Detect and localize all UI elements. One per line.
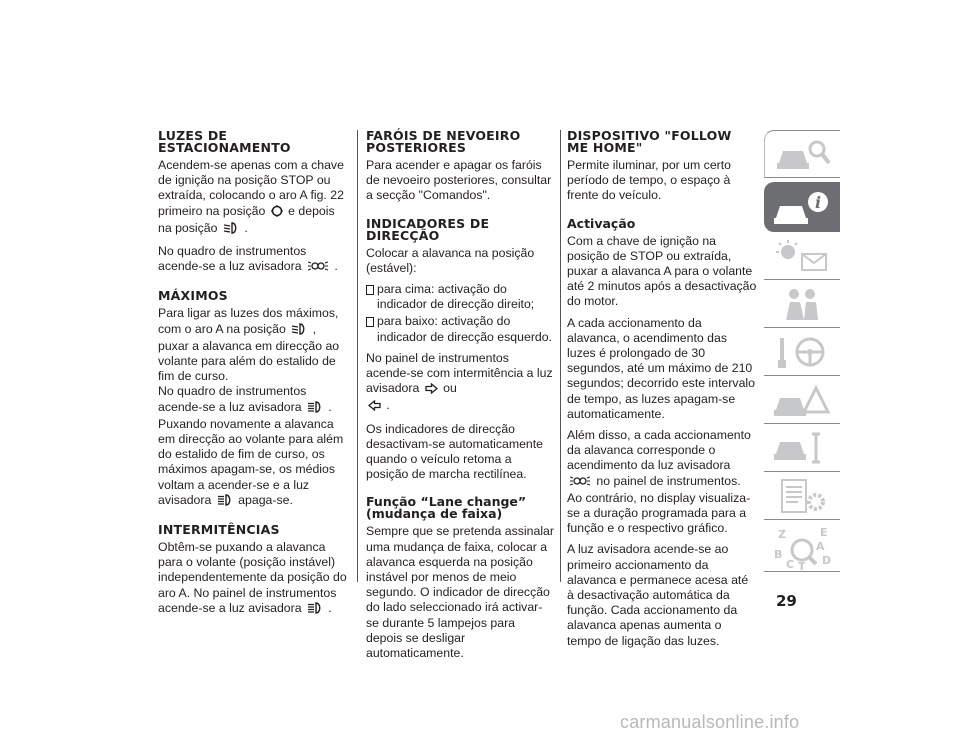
low-beam-icon — [223, 222, 239, 238]
heading-activation: Activação — [567, 215, 636, 231]
heading-follow-me-home: DISPOSITIVO "FOLLOW ME HOME" — [567, 128, 732, 155]
page-number: 29 — [776, 592, 797, 610]
tab-index[interactable] — [764, 520, 840, 572]
high-beam-icon — [307, 602, 323, 618]
index-letter: D — [822, 554, 832, 567]
column-divider — [357, 130, 358, 582]
para-parking-lights-2: No quadro de instrumentos acende-se a luz avisadora . — [158, 244, 350, 276]
high-beam-icon — [307, 401, 323, 417]
car-dashboard-icon — [773, 137, 831, 173]
car-wrench-icon — [772, 430, 830, 466]
para-activation-4: A luz avisadora acende-se ao primeiro accionamento da alavanca e permanece acesa até à desactivação automática da função. Cada accionamento da alavanca apenas aumenta o tempo de ligação das luzes. — [567, 542, 749, 648]
left-arrow-icon — [368, 400, 381, 415]
index-letter: B — [774, 548, 783, 561]
column-2 — [366, 130, 554, 667]
right-arrow-icon — [425, 383, 438, 398]
para-indicators-2: No painel de instrumentos acende-se com intermitência a luz avisadora ou . — [366, 351, 554, 416]
tab-emergency[interactable] — [764, 376, 840, 424]
para-high-beam: Para ligar as luzes dos máximos, com o aro A na posição , puxar a alavanca em direcção ao volante para além do estalido de fim de curso. No quadro de instrumentos acende-se a luz avisadora . Puxando novamente a alavanca em direcção ao volante para além do estalido de fim de curso, os máximos apagam-se, os médios voltam a acender-se e a luz avisadora apaga-se. — [158, 306, 350, 510]
watermark: carmanualsonline.info — [620, 712, 800, 732]
safety-occupants-icon — [772, 286, 830, 322]
steering-key-icon — [772, 334, 830, 370]
list-item: para cima: activação do indicador de direcção direito; — [366, 282, 554, 312]
index-letter: Z — [778, 528, 786, 541]
tab-safety[interactable] — [764, 280, 840, 328]
tab-starting-driving[interactable] — [764, 328, 840, 376]
para-rear-fog: Para acender e apagar os faróis de nevoeiro posteriores, consultar a secção "Comandos". — [366, 158, 552, 203]
heading-direction-indicators: INDICADORES DE DIRECÇÃO — [366, 215, 490, 243]
index-letter: A — [816, 540, 825, 553]
para-indicators-1: Colocar a alavanca na posição (estável): — [366, 245, 535, 275]
tab-dashboard[interactable] — [764, 130, 840, 178]
para-activation-1: Com a chave de ignição na posição de STOP ou extraída, puxar a alavanca A para o volante até 2 minutos após a desactivação do motor. — [567, 233, 757, 309]
heading-parking-lights: LUZES DE ESTACIONAMENTO — [158, 128, 291, 155]
para-parking-lights-1: Acendem-se apenas com a chave de ignição na posição STOP ou extraída, colocando o aro A fig. 22 primeiro na posição e depois na posição . — [158, 158, 350, 238]
alphabetical-index-icon — [772, 526, 834, 570]
car-warning-triangle-icon — [772, 382, 830, 418]
heading-rear-fog: FARÓIS DE NEVOEIRO POSTERIORES — [366, 128, 521, 155]
column-1 — [158, 130, 350, 624]
para-indicators-3: Os indicadores de direcção desactivam-se automaticamente quando o veículo retoma a posição de marcha rectilínea. — [366, 421, 544, 482]
column-3 — [567, 130, 757, 655]
indicator-list — [366, 282, 554, 345]
document-gear-icon — [772, 478, 830, 514]
car-info-icon — [772, 188, 830, 226]
heading-lane-change: Função “Lane change” (mudança de faixa) — [366, 494, 527, 522]
svg-text:i: i — [814, 193, 822, 212]
warning-light-message-icon — [772, 238, 830, 274]
tab-technical-data[interactable] — [764, 472, 840, 520]
column-divider — [560, 130, 561, 582]
checkbox-bullet-icon — [366, 317, 374, 327]
ring-position-icon — [271, 205, 283, 221]
list-item: para baixo: activação do indicador de direcção esquerdo. — [366, 314, 554, 344]
index-letter: T — [798, 560, 806, 570]
index-letter: E — [820, 526, 828, 539]
para-activation-2: A cada accionamento da alavanca, o acendimento das luzes é prolongado de 30 segundos, até um máximo de 210 segundos; decorrido este intervalo de tempo, as luzes apagam-se automaticamente. — [567, 315, 755, 421]
tab-maintenance[interactable] — [764, 424, 840, 472]
tab-warning-lights[interactable] — [764, 232, 840, 280]
heading-flashing: INTERMITÊNCIAS — [158, 522, 280, 538]
index-letter: C — [786, 558, 795, 570]
heading-high-beam: MÁXIMOS — [158, 288, 228, 304]
high-beam-icon — [217, 494, 233, 510]
para-activation-3: Além disso, a cada accionamento da alavanca corresponde o acendimento da luz avisadora no painel de instrumentos. Ao contrário, no display visualiza-se a duração programada para a função e o respectivo gráfico. — [567, 428, 751, 536]
parking-lights-warning-icon — [307, 260, 329, 276]
checkbox-bullet-icon — [366, 285, 374, 295]
para-flashing: Obtêm-se puxando a alavanca para o volante (posição instável) independentemente da posição do aro A. No painel de instrumentos acende-se a luz avisadora . — [158, 540, 350, 618]
tab-getting-to-know[interactable] — [764, 182, 840, 232]
chapter-index-sidebar — [764, 130, 840, 572]
para-lane-change: Sempre que se pretenda assinalar uma mudança de faixa, colocar a alavanca esquerda na posição instável por menos de meio segundo. O indicador de direcção do lado seleccionado irá activar-se durante 5 lampejos para depois se desligar automaticamente. — [366, 524, 554, 661]
parking-lights-warning-icon — [569, 475, 591, 491]
para-follow-me-home: Permite iluminar, por um certo período de tempo, o espaço à frente do veículo. — [567, 158, 732, 203]
low-beam-icon — [291, 323, 307, 339]
